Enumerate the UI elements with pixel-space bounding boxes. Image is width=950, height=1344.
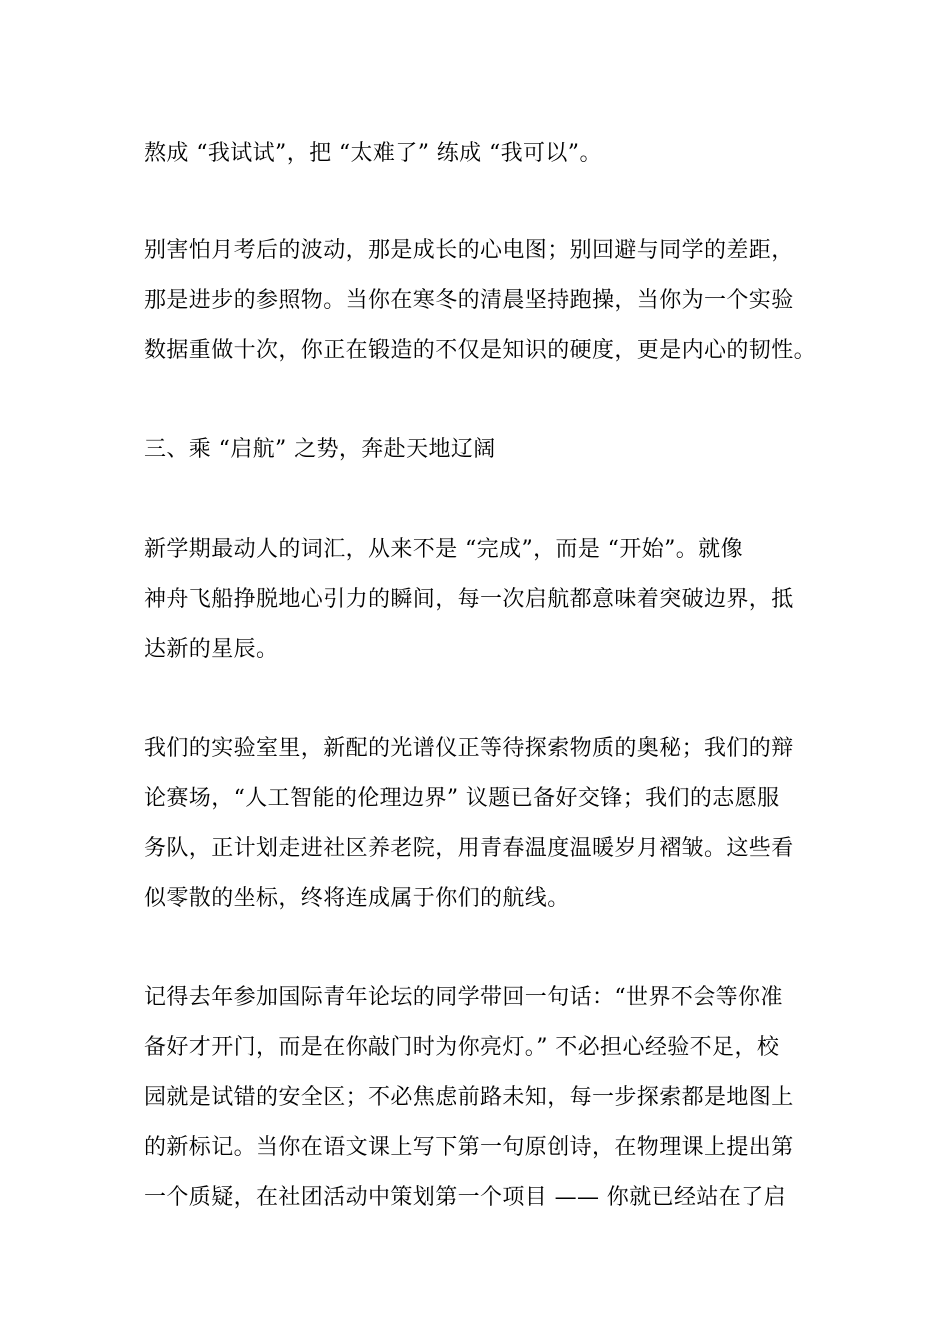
paragraph-4-line-2: 论赛场，“人工智能的伦理边界” 议题已备好交锋；我们的志愿服 — [144, 786, 780, 811]
paragraph-2-line-3: 数据重做十次，你正在锻造的不仅是知识的硬度，更是内心的韧性。 — [144, 338, 817, 363]
paragraph-5-line-4: 的新标记。当你在语文课上写下第一句原创诗，在物理课上提出第 — [144, 1135, 794, 1160]
paragraph-5-line-5: 一个质疑，在社团活动中策划第一个项目 —— 你就已经站在了启 — [144, 1185, 786, 1210]
paragraph-2-line-1: 别害怕月考后的波动，那是成长的心电图；别回避与同学的差距， — [144, 238, 794, 263]
paragraph-4-line-1: 我们的实验室里，新配的光谱仪正等待探索物质的奥秘；我们的辩 — [144, 736, 794, 761]
paragraph-2-line-2: 那是进步的参照物。当你在寒冬的清晨坚持跑操，当你为一个实验 — [144, 288, 794, 313]
paragraph-3-line-3: 达新的星辰。 — [144, 637, 279, 662]
paragraph-5-line-3: 园就是试错的安全区；不必焦虑前路未知，每一步探索都是地图上 — [144, 1085, 794, 1110]
paragraph-1-line-1: 熬成 “我试试”，把 “太难了” 练成 “我可以”。 — [144, 141, 602, 166]
paragraph-3-line-1: 新学期最动人的词汇，从来不是 “完成”，而是 “开始”。就像 — [144, 537, 743, 562]
paragraph-4-line-3: 务队，正计划走进社区养老院，用青春温度温暖岁月褶皱。这些看 — [144, 836, 794, 861]
paragraph-4-line-4: 似零散的坐标，终将连成属于你们的航线。 — [144, 886, 570, 911]
paragraph-5-line-1: 记得去年参加国际青年论坛的同学带回一句话：“世界不会等你准 — [144, 985, 783, 1010]
section-heading-3: 三、乘 “启航” 之势，奔赴天地辽阔 — [144, 437, 496, 462]
paragraph-3-line-2: 神舟飞船挣脱地心引力的瞬间，每一次启航都意味着突破边界，抵 — [144, 587, 794, 612]
paragraph-5-line-2: 备好才开门，而是在你敲门时为你亮灯。” 不必担心经验不足，校 — [144, 1035, 780, 1060]
